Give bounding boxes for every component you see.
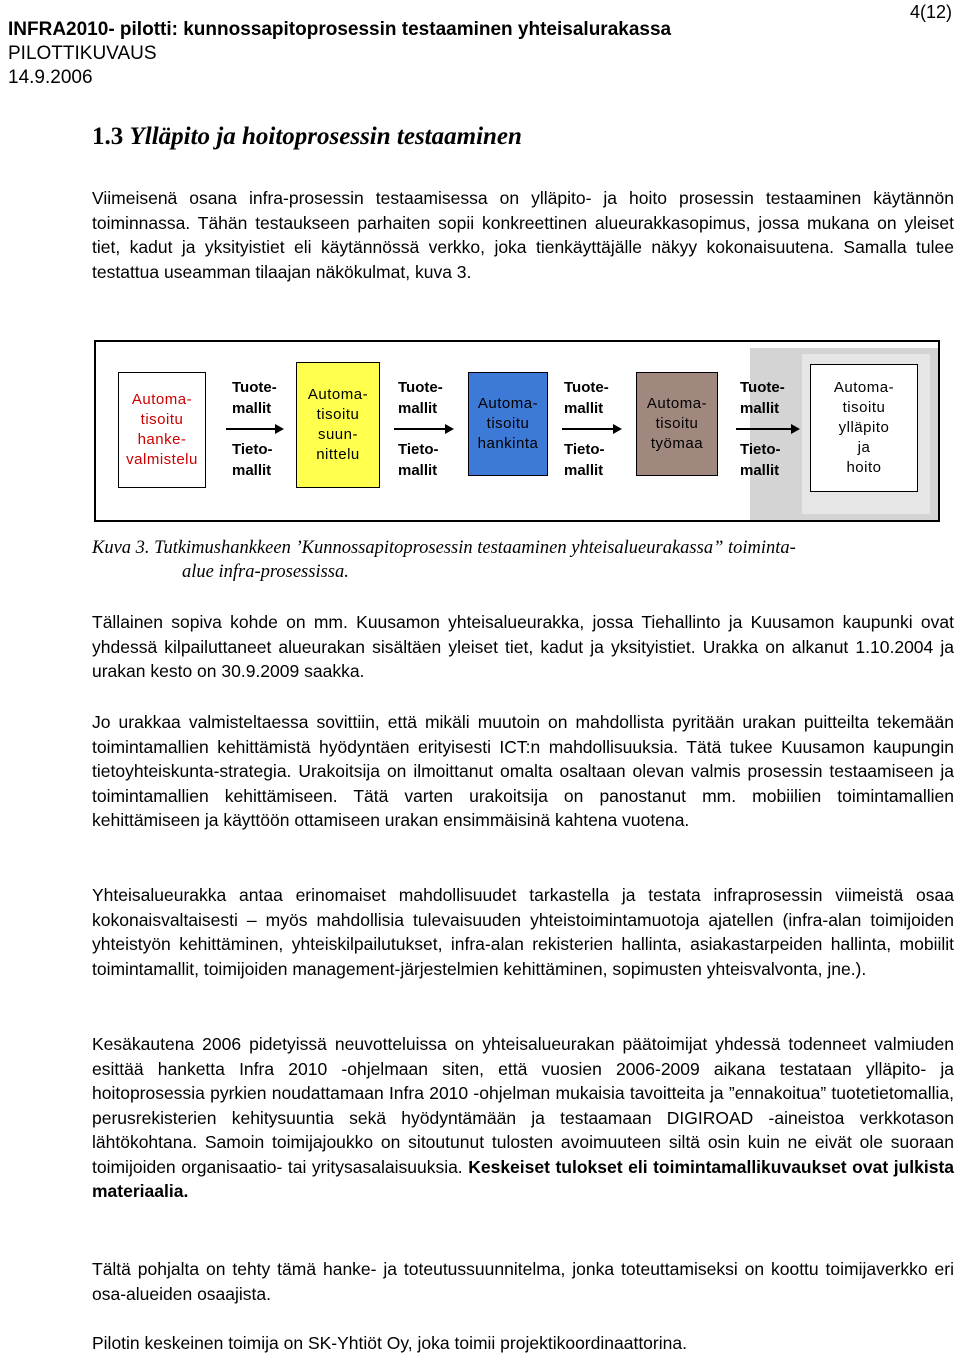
box-label: Automa- tisoitu suun- nittelu <box>307 386 369 463</box>
figure-caption <box>92 536 960 584</box>
caption-line-2: alue infra-prosessissa. <box>182 562 349 582</box>
box-suunnittelu <box>296 362 380 488</box>
box-tyomaa <box>636 372 718 476</box>
section-heading <box>92 122 522 152</box>
paragraph-6: Pilotin keskeinen toimija on SK-Yhtiöt Oy, joka toimii projektikoordinaattorina. <box>92 1333 687 1353</box>
box-label: Automa- tisoitu ylläpito ja hoito <box>833 379 895 476</box>
box-label: Automa- tisoitu hanke- valmistelu <box>126 391 198 468</box>
document-date: 14.9.2006 <box>8 67 93 88</box>
section-title: Ylläpito ja hoitoprosessin testaaminen <box>129 123 522 150</box>
document-title: INFRA2010- pilotti: kunnossapitoprosessin testaaminen yhteisalurakassa <box>8 19 672 40</box>
paragraph-4-text: Kesäkautena 2006 pidetyissä neuvotteluissa on yhteisalueurakan päätoimijat yhdessä todenneet valmiuden esittää hanketta Infra 2010 -ohjelmaan siten, että vuosien 2006-2009 aikana testataan ylläpito- ja hoitoprosessia pyrkien noudattamaan Infra 2010 -ohjelman mukaisia tavoitteita ja ”ennakoitua” tuotetietomallia, perusrekisterien kehitysuuntia sekä hyödyntämään ja testaamaan DIGIROAD -aineistoa verkkotason lähtökohtana. Samoin toimijajoukko on sitoutunut tulosten avoimuuteen siltä osin kuin ne eivät ole suoraan toimijoiden organisaatio- tai yritysasalaisuuksia. <box>92 1034 954 1177</box>
box-label: Automa- tisoitu työmaa <box>646 395 708 452</box>
paragraph-4 <box>92 1032 954 1204</box>
connector-3: Tuote- mallit Tieto- mallit <box>548 342 636 522</box>
intro-paragraph: Viimeisenä osana infra-prosessin testaamisessa on ylläpito- ja hoito prosessin testaaminen käytännön toiminnassa. Tähän testaukseen parhaiten sopii konkreettinen alueurakkasopimus, jossa mukana on yleiset tiet, kadut ja yksityistiet eli käytännössä verkko, joka tienkäyttäjälle näkyy kokonaisuutena. Samalla tulee testattua useamman tilaajan näkökulmat, kuva 3. <box>92 188 954 282</box>
process-diagram <box>94 340 940 522</box>
box-hankinta <box>468 372 548 476</box>
box-hankevalmistelu <box>118 372 206 488</box>
page-number: 4(12) <box>909 2 952 22</box>
document-subtitle: PILOTTIKUVAUS <box>8 43 157 64</box>
connector-4: Tuote- mallit Tieto- mallit <box>718 342 810 522</box>
paragraph-4-bold: Keskeiset tulokset eli toimintamallikuvaukset ovat julkista materiaalia. <box>92 1156 954 1201</box>
connector-2: Tuote- mallit Tieto- mallit <box>380 342 468 522</box>
paragraph-2: Jo urakkaa valmisteltaessa sovittiin, että mikäli muutoin on mahdollista pyritään urakan puitteilta tekemään toimintamallien kehittämistä hyödyntäen erityisesti ICT:n mahdollisuuksia. Tätä tukee Kuusamon kaupungin tietoyhteiskunta-strategia. Urakoitsija on ilmoittanut omalta osaltaan olevan valmis prosessin testaamiseen ja toimintamallien kehittämiseen. Tätä varten urakoitsija on panostanut mm. mobiilien toimintamallien kehittämiseen ja käyttöön ottamiseen urakan ensimmäisinä kahtena vuotena. <box>92 712 954 830</box>
box-label: Automa- tisoitu hankinta <box>477 395 539 452</box>
paragraph-3: Yhteisalueurakka antaa erinomaiset mahdollisuudet tarkastella ja testata infraprosessin viimeistä osaa kokonaisvaltaisesti – myös mahdollisia tulevaisuuden yhteistoimintamuotoja ajatellen (infra-alan toimijoiden yhteistyön kehittäminen, yhteiskilpailutukset, infra-alan rekisterien hallinta, asiakastarpeiden hallinta, mobiilit toimintamallit, toimijoiden management-järjestelmien kehittäminen, sopimusten yhteisvalvonta, jne.). <box>92 885 954 979</box>
section-number: 1.3 <box>92 123 124 150</box>
paragraph-1: Tällainen sopiva kohde on mm. Kuusamon yhteisalueurakka, jossa Tiehallinto ja Kuusamon kaupunki ovat yhdessä kilpailuttaneet alueurakan sisältäen yleiset tiet, kadut ja yksityistiet. Urakka on alkanut 1.10.2004 ja urakan kesto on 30.9.2009 saakka. <box>92 612 954 681</box>
paragraph-5: Tältä pohjalta on tehty tämä hanke- ja toteutussuunnitelma, jonka toteuttamiseksi on koottu toimijaverkko eri osa-alueiden osaajista. <box>92 1259 954 1304</box>
connector-1: Tuote- mallit Tieto- mallit <box>206 342 296 522</box>
caption-line-1: Kuva 3. Tutkimushankkeen ’Kunnossapitoprosessin testaaminen yhteisalueurakassa” toiminta- <box>92 538 796 558</box>
box-yllapito-hoito <box>810 364 918 492</box>
